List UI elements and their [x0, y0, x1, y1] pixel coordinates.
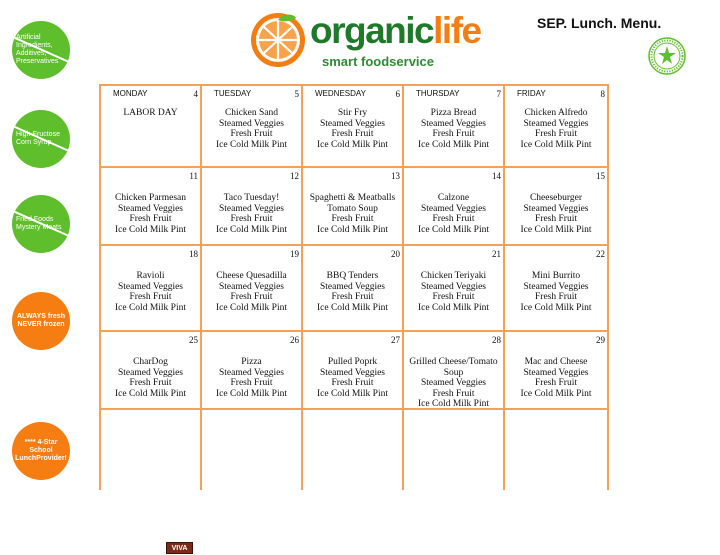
menu-item: Steamed Veggies [320, 367, 385, 378]
menu-item: Cheese Quesadilla [216, 271, 287, 281]
menu-item: Ice Cold Milk Pint [520, 302, 592, 313]
menu-item: Fresh Fruit [535, 129, 577, 139]
menu-item: Ice Cold Milk Pint [418, 139, 489, 150]
page-title: SEP. Lunch. Menu. [537, 15, 662, 31]
menu-item: Ice Cold Milk Pint [115, 302, 186, 313]
menu-item: Fresh Fruit [535, 292, 577, 302]
calendar-cell-empty [202, 410, 301, 492]
menu-item: Ice Cold Milk Pint [216, 224, 287, 235]
calendar-cell [303, 332, 402, 408]
menu-items [101, 193, 200, 235]
calendar-cell-empty [303, 410, 402, 492]
menu-items [404, 108, 503, 150]
menu-item: Mac and Cheese [524, 357, 588, 367]
menu-item: Fresh Fruit [331, 129, 374, 139]
menu-item: Steamed Veggies [523, 367, 589, 378]
day-number: 4 [193, 89, 198, 99]
menu-item: Ice Cold Milk Pint [317, 139, 388, 150]
badge-no-fried [12, 195, 70, 253]
logo-word-life: life [433, 10, 481, 51]
menu-item: Ice Cold Milk Pint [418, 399, 489, 409]
calendar-cell [101, 168, 200, 244]
menu-item: Fresh Fruit [535, 378, 577, 388]
menu-item: Steamed Veggies [118, 367, 183, 378]
menu-items [101, 271, 200, 313]
badge-no-artificial [12, 21, 70, 79]
day-number: 15 [596, 171, 605, 181]
green-seal-icon [648, 37, 686, 75]
day-number: 19 [290, 249, 299, 259]
logo-wordmark [310, 10, 481, 52]
menu-item: Steamed Veggies [523, 118, 589, 129]
menu-item: Ice Cold Milk Pint [216, 139, 287, 150]
menu-item: Fresh Fruit [230, 378, 273, 388]
menu-items [202, 193, 301, 235]
menu-item: Fresh Fruit [230, 292, 273, 302]
menu-items [505, 357, 607, 399]
menu-items [303, 357, 402, 399]
menu-item: Steamed Veggies [421, 203, 486, 214]
menu-item: Ice Cold Milk Pint [520, 139, 592, 150]
menu-item: Ice Cold Milk Pint [115, 388, 186, 399]
menu-item: Tomato Soup [327, 203, 378, 214]
organiclife-logo [250, 10, 481, 72]
menu-item: Fresh Fruit [535, 214, 577, 224]
menu-item: Ice Cold Milk Pint [317, 302, 388, 313]
calendar-cell [303, 86, 402, 166]
calendar-cell [404, 246, 503, 330]
menu-item: Steamed Veggies [320, 118, 385, 129]
day-number: 22 [596, 249, 605, 259]
menu-items [404, 193, 503, 235]
viva-badge: VIVA [166, 542, 193, 554]
day-number: 29 [596, 335, 605, 345]
calendar-cell [505, 168, 607, 244]
day-number: 25 [189, 335, 198, 345]
calendar-cell-empty [404, 410, 503, 492]
menu-item: Calzone [437, 193, 470, 203]
day-number: 13 [391, 171, 400, 181]
menu-item: Chicken Alfredo [524, 108, 588, 118]
menu-item: Mini Burrito [531, 271, 581, 281]
menu-item: Chicken Sand [224, 108, 279, 118]
menu-item: BBQ Tenders [326, 271, 379, 281]
weekday-label: THURSDAY [416, 89, 460, 98]
calendar-cell [505, 332, 607, 408]
menu-items [202, 357, 301, 399]
menu-item: Steamed Veggies [320, 281, 385, 292]
menu-item: Steamed Veggies [118, 281, 183, 292]
menu-item: Steamed Veggies [421, 118, 486, 129]
menu-item: Steamed Veggies [421, 378, 486, 388]
weekday-label: MONDAY [113, 89, 148, 98]
menu-item: Fresh Fruit [432, 388, 475, 399]
day-number: 11 [189, 171, 198, 181]
calendar-cell [303, 246, 402, 330]
logo-word-organic: organic [310, 10, 434, 51]
badge-no-hfcs [12, 110, 70, 168]
menu-items [202, 271, 301, 313]
calendar-cell-empty [101, 410, 200, 492]
orange-slice-icon [250, 12, 306, 68]
menu-item: Steamed Veggies [421, 281, 486, 292]
menu-item: Steamed Veggies [219, 203, 284, 214]
day-number: 21 [492, 249, 501, 259]
menu-items [303, 108, 402, 150]
menu-item: Fresh Fruit [432, 214, 475, 224]
menu-item: Fresh Fruit [331, 378, 374, 388]
menu-item: Ice Cold Milk Pint [418, 224, 489, 235]
menu-item: Steamed Veggies [219, 118, 284, 129]
day-number: 5 [294, 89, 299, 99]
menu-item: Pulled Poprk [327, 357, 378, 367]
menu-items [303, 271, 402, 313]
menu-item: Chicken Parmesan [115, 193, 186, 203]
menu-item: Steamed Veggies [523, 203, 589, 214]
menu-item: Fresh Fruit [129, 292, 172, 302]
menu-item: LABOR DAY [123, 108, 178, 118]
menu-item: Fresh Fruit [432, 129, 475, 139]
menu-item: Ice Cold Milk Pint [216, 388, 287, 399]
badge-always-fresh [12, 292, 70, 350]
menu-item: Ice Cold Milk Pint [216, 302, 287, 313]
menu-item: Ice Cold Milk Pint [418, 302, 489, 313]
day-number: 26 [290, 335, 299, 345]
menu-item: Ravioli [136, 271, 165, 281]
calendar-cell [101, 332, 200, 408]
menu-item: Ice Cold Milk Pint [317, 388, 388, 399]
menu-item: Steamed Veggies [219, 281, 284, 292]
day-number: 8 [600, 89, 605, 99]
menu-item: Fresh Fruit [331, 292, 374, 302]
day-number: 14 [492, 171, 501, 181]
menu-item: Steamed Veggies [118, 203, 183, 214]
menu-item: Taco Tuesday! [223, 193, 280, 203]
calendar-cell [404, 86, 503, 166]
badge-text: High-Fructose Corn Syrup [16, 131, 60, 146]
badge-text: **** 4-Star School LunchProvider! [15, 439, 67, 462]
menu-item: Ice Cold Milk Pint [317, 224, 388, 235]
menu-item: Grilled Cheese/Tomato Soup [409, 357, 498, 378]
menu-item: Spaghetti & Meatballs [309, 193, 396, 203]
calendar-cell [404, 168, 503, 244]
day-number: 7 [496, 89, 501, 99]
day-number: 20 [391, 249, 400, 259]
calendar-cell-empty [505, 410, 607, 492]
badge-text: Fried Foods Mystery Meats [16, 216, 62, 231]
menu-items [505, 193, 607, 235]
menu-items [303, 193, 402, 235]
calendar-cell [303, 168, 402, 244]
menu-item: CharDog [133, 357, 168, 367]
menu-item: Steamed Veggies [523, 281, 589, 292]
menu-items [101, 357, 200, 399]
day-number: 6 [395, 89, 400, 99]
menu-item: Fresh Fruit [129, 378, 172, 388]
day-number: 18 [189, 249, 198, 259]
menu-item: Fresh Fruit [129, 214, 172, 224]
weekday-label: TUESDAY [214, 89, 252, 98]
menu-item: Stir Fry [337, 108, 368, 118]
calendar-cell [101, 246, 200, 330]
calendar-cell [202, 86, 301, 166]
weekday-label: WEDNESDAY [315, 89, 366, 98]
menu-items [404, 271, 503, 313]
menu-items [202, 108, 301, 150]
day-number: 28 [492, 335, 501, 345]
menu-calendar [99, 84, 609, 490]
weekday-label: FRIDAY [517, 89, 546, 98]
day-number: 27 [391, 335, 400, 345]
badge-text: ALWAYS fresh NEVER frozen [17, 313, 65, 328]
menu-item: Ice Cold Milk Pint [520, 388, 592, 399]
calendar-cell [505, 246, 607, 330]
badge-text: Artificial Ingredients, Additives, Preservatives [16, 34, 59, 65]
menu-items [101, 108, 200, 119]
calendar-cell [101, 86, 200, 166]
menu-item: Steamed Veggies [219, 367, 284, 378]
menu-item: Chicken Teriyaki [420, 271, 487, 281]
calendar-cell [404, 332, 503, 408]
menu-items [505, 108, 607, 150]
menu-items [505, 271, 607, 313]
calendar-cell [505, 86, 607, 166]
menu-item: Cheeseburger [529, 193, 583, 203]
menu-items [404, 357, 503, 410]
badge-four-star [12, 422, 70, 480]
menu-item: Pizza Bread [430, 108, 477, 118]
menu-item: Fresh Fruit [331, 214, 374, 224]
menu-item: Ice Cold Milk Pint [115, 224, 186, 235]
menu-item: Fresh Fruit [230, 129, 273, 139]
menu-item: Fresh Fruit [432, 292, 475, 302]
calendar-cell [202, 332, 301, 408]
calendar-cell [202, 168, 301, 244]
logo-tagline: smart foodservice [322, 54, 434, 69]
menu-item: Ice Cold Milk Pint [520, 224, 592, 235]
calendar-cell [202, 246, 301, 330]
menu-item: Fresh Fruit [230, 214, 273, 224]
menu-item: Pizza [241, 357, 262, 367]
day-number: 12 [290, 171, 299, 181]
